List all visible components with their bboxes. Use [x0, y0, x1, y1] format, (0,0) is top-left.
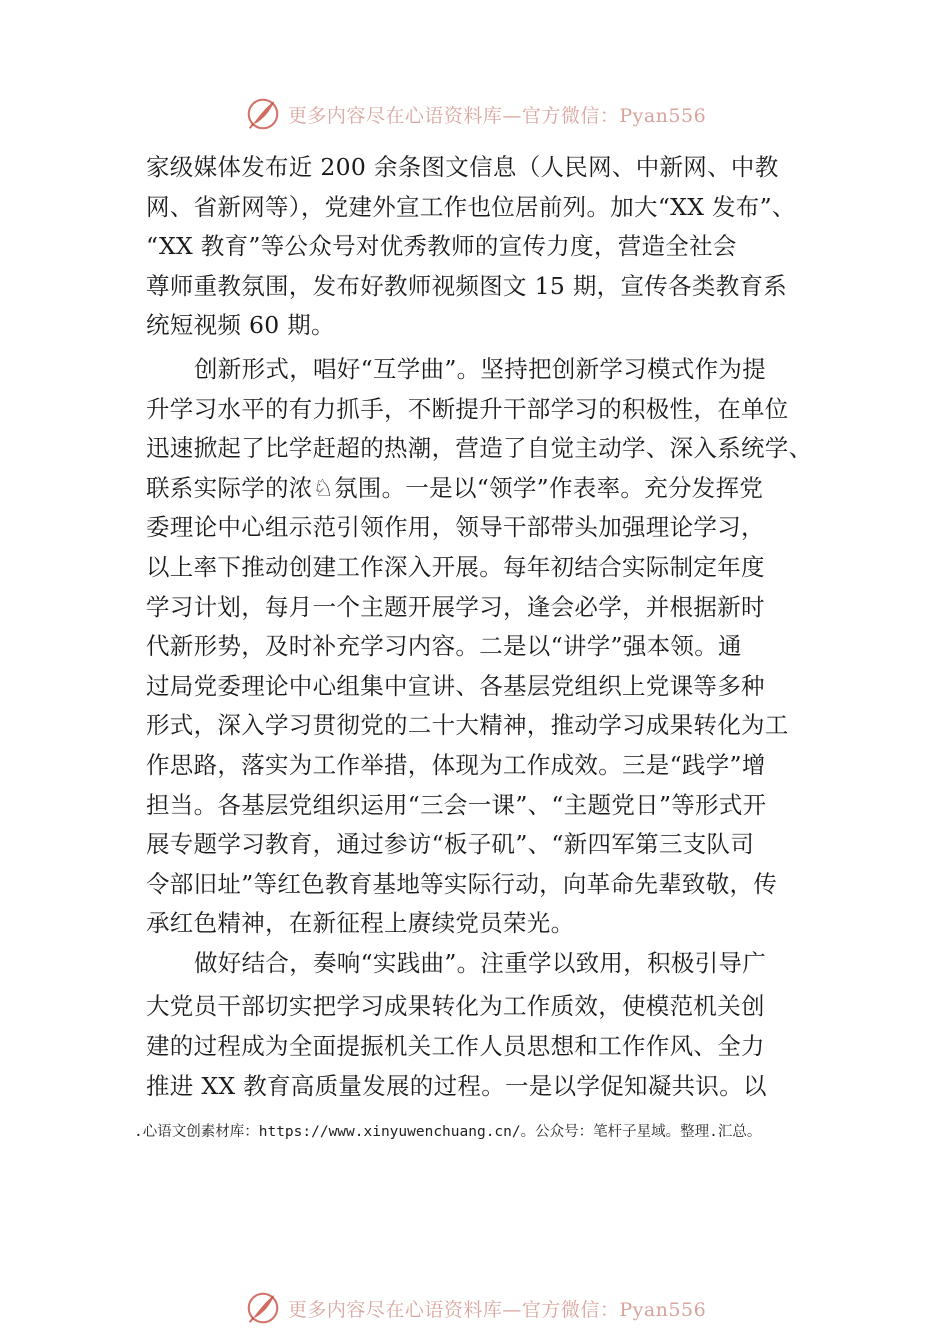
text-line: 做好结合，奏响“实践曲”。注重学以致用，积极引导广 — [194, 948, 767, 977]
text-line: 承红色精神，在新征程上赓续党员荣光。 — [146, 909, 575, 938]
text-line: 尊师重教氛围，发布好教师视频图文 15 期，宣传各类教育系 — [146, 271, 788, 300]
text-line: 网、省新网等），党建外宣工作也位居前列。加大“XX 发布”、 — [146, 192, 796, 221]
header-watermark — [0, 94, 950, 134]
text-line: 大党员干部切实把学习成果转化为工作质效，使模范机关创 — [146, 992, 765, 1021]
text-line: 委理论中心组示范引领作用，领导干部带头加强理论学习， — [146, 513, 765, 542]
paragraph — [146, 944, 846, 984]
text-line: 家级媒体发布近 200 余条图文信息（人民网、中新网、中教 — [146, 153, 779, 181]
text-line: 作思路，落实为工作举措，体现为工作成效。三是“践学”增 — [146, 750, 766, 779]
feather-pen-icon — [244, 1289, 282, 1327]
watermark-text: 更多内容尽在心语资料库—官方微信：Pyan556 — [287, 104, 707, 127]
text-line: 过局党委理论中心组集中宣讲、各基层党组织上党课等多种 — [146, 671, 765, 700]
source-footnote: .心语文创素材库：https://www.xinyuwenchuang.cn/。公众号：笔杆子星域。整理.汇总。 — [134, 1124, 762, 1140]
paragraph — [146, 148, 846, 346]
footer-watermark — [0, 1288, 950, 1328]
text-line: 统短视频 60 期。 — [146, 311, 335, 340]
text-line: 以上率下推动创建工作深入开展。每年初结合实际制定年度 — [146, 552, 765, 581]
paragraph — [146, 987, 846, 1106]
text-line: “XX 教育”等公众号对优秀教师的宣传力度，营造全社会 — [146, 232, 737, 261]
text-line: 学习计划，每月一个主题开展学习，逢会必学，并根据新时 — [146, 592, 765, 621]
text-line: 担当。各基层党组织运用“三会一课”、“主题党日”等形式开 — [146, 790, 767, 819]
text-line: 推进 XX 教育高质量发展的过程。一是以学促知凝共识。以 — [146, 1071, 767, 1100]
text-line: 展专题学习教育，通过参访“板子矶”、“新四军第三支队司 — [146, 830, 755, 859]
text-line: 迅速掀起了比学赶超的热潮，营造了自觉主动学、深入系统学、 — [146, 434, 813, 463]
document-body — [146, 148, 846, 1106]
watermark-text: 更多内容尽在心语资料库—官方微信：Pyan556 — [287, 1298, 707, 1321]
text-line: 令部旧址”等红色教育基地等实际行动，向革命先辈致敬，传 — [146, 869, 778, 898]
text-line: 代新形势，及时补充学习内容。二是以“讲学”强本领。通 — [146, 632, 742, 661]
text-line: 建的过程成为全面提振机关工作人员思想和工作作风、全力 — [146, 1032, 765, 1061]
text-line: 形式，深入学习贯彻党的二十大精神，推动学习成果转化为工 — [146, 711, 789, 740]
text-line: 联系实际学的浓♘氛围。一是以“领学”作表率。充分发挥党 — [146, 473, 764, 502]
paragraph — [146, 350, 846, 944]
text-line: 创新形式，唱好“互学曲”。坚持把创新学习模式作为提 — [194, 354, 767, 383]
feather-pen-icon — [244, 95, 282, 133]
text-line: 升学习水平的有力抓手，不断提升干部学习的积极性，在单位 — [146, 394, 789, 423]
